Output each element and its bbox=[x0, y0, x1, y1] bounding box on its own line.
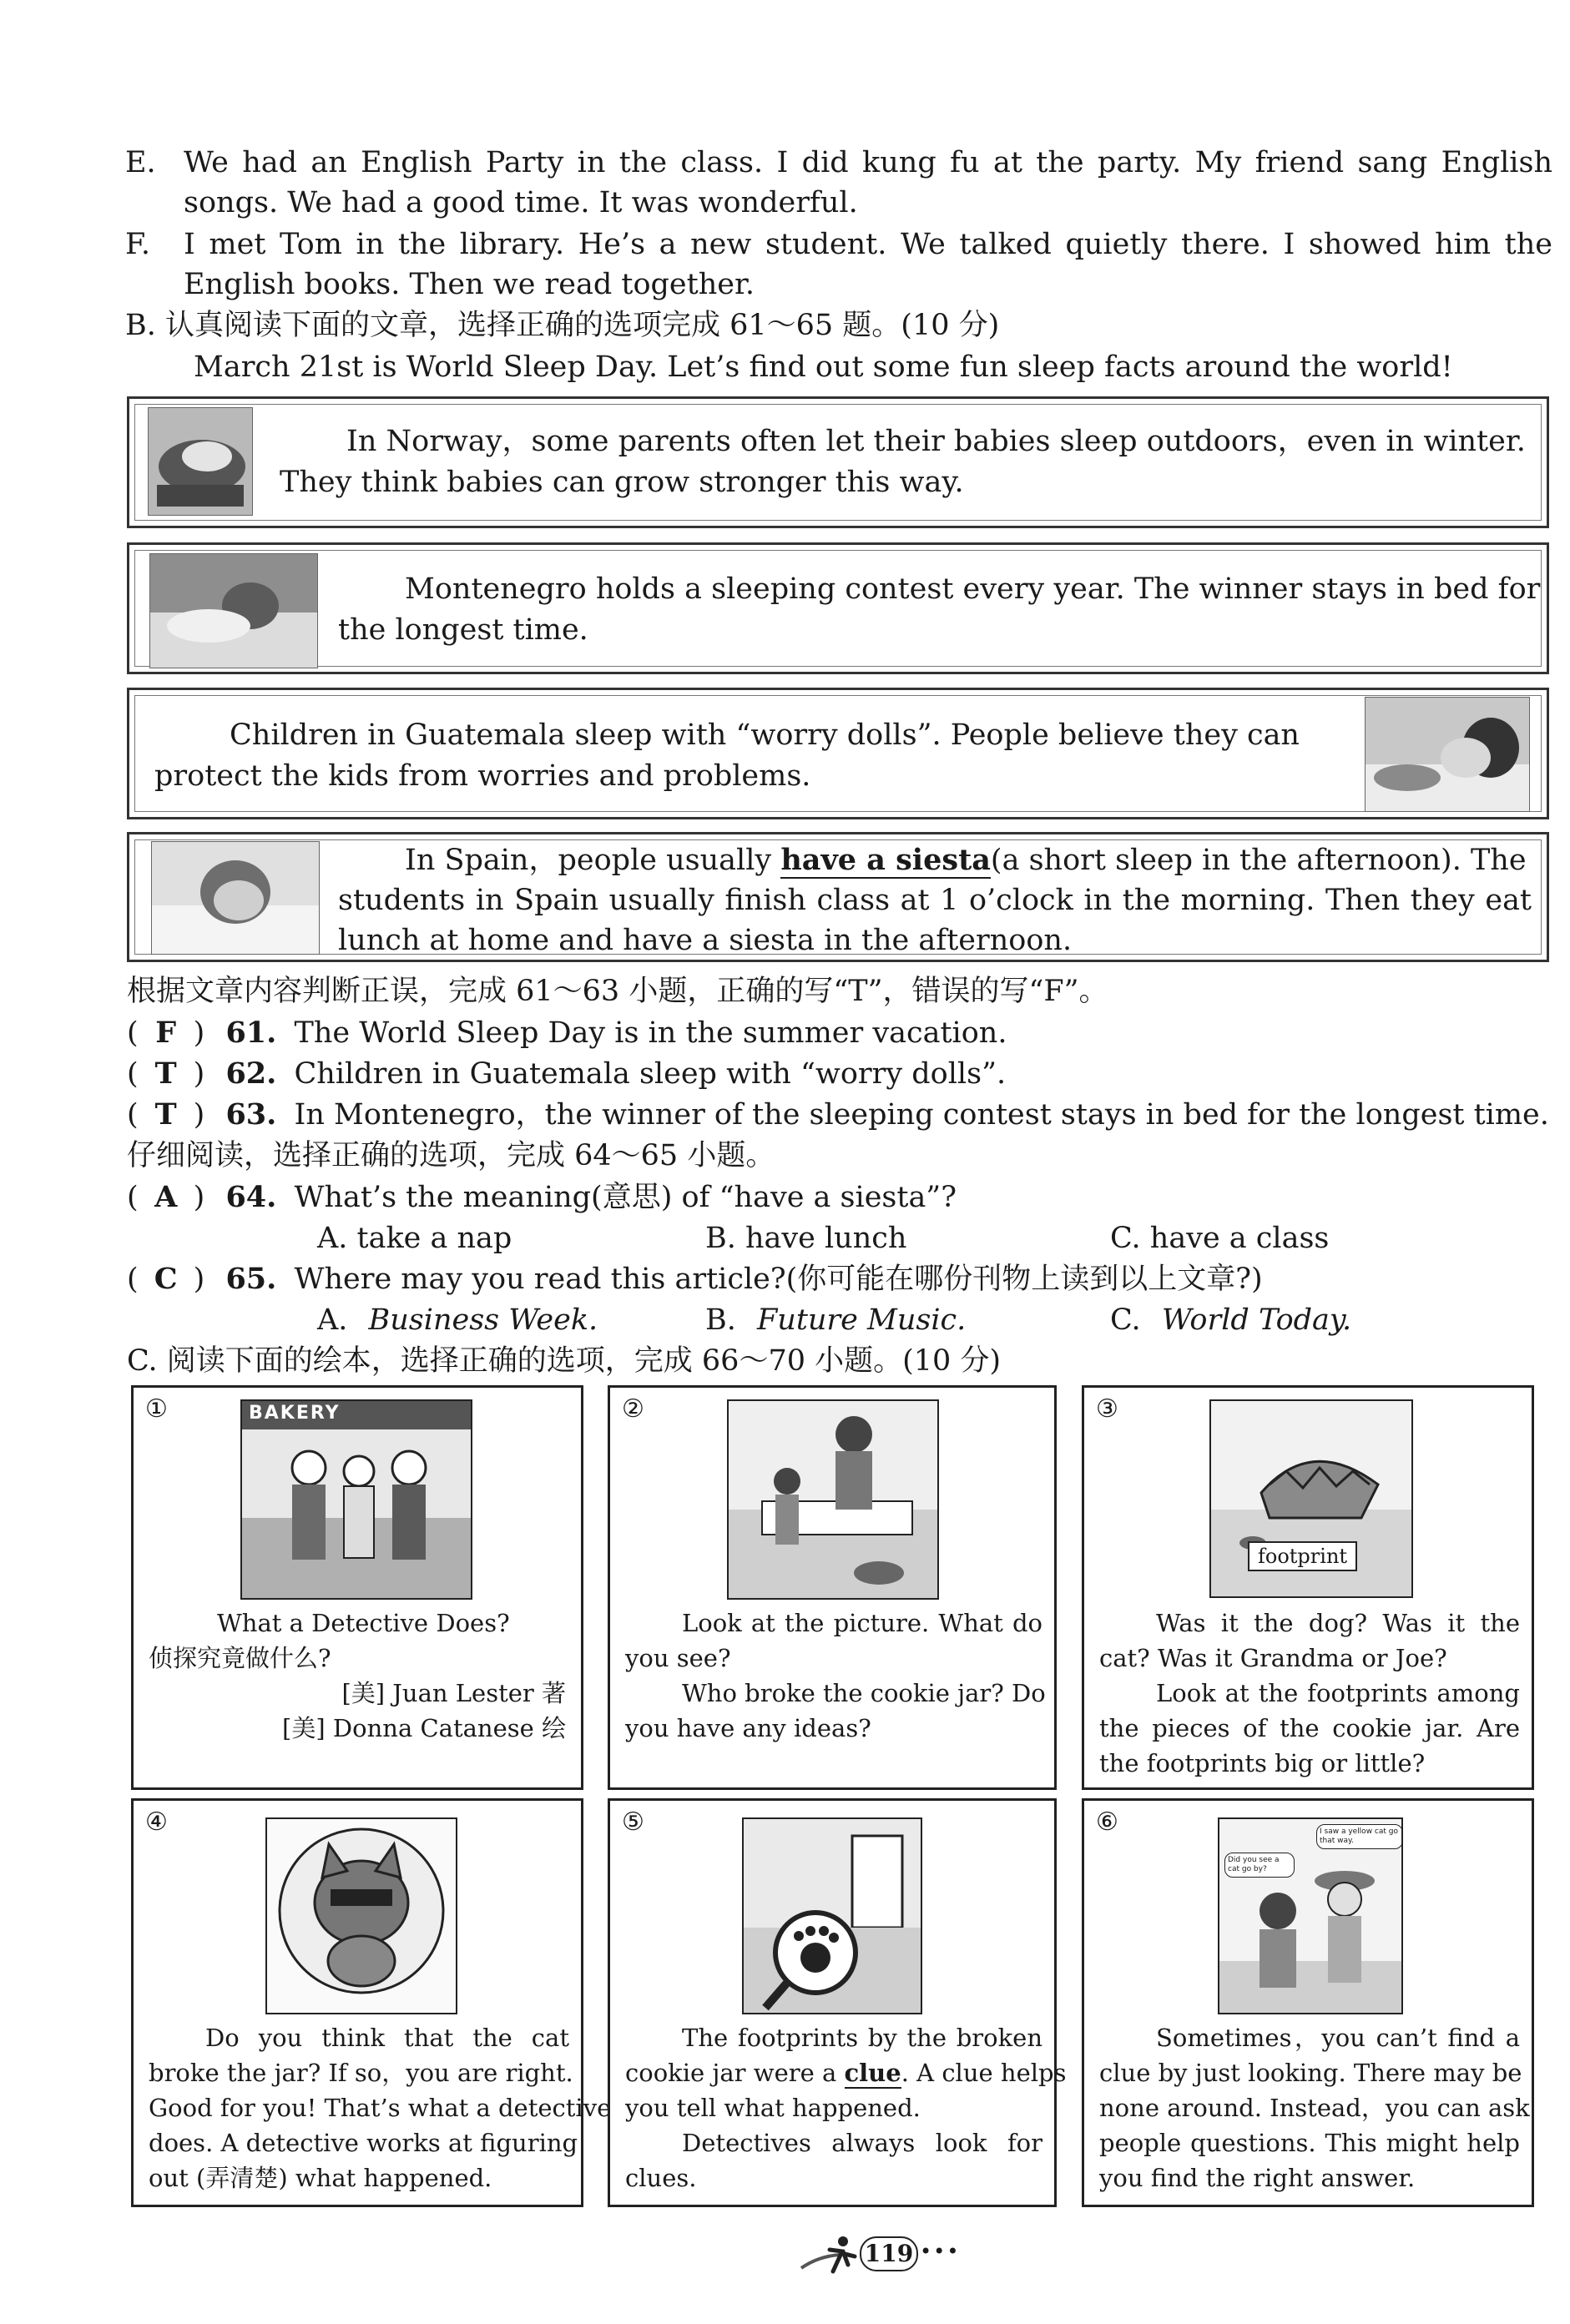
panel-1-number: ① bbox=[145, 1394, 168, 1424]
illustration-broken-jar bbox=[1209, 1399, 1413, 1598]
illustration-kitchen-family bbox=[727, 1399, 939, 1600]
question-61-number: 61. bbox=[225, 1016, 277, 1050]
illustration-magnifier-footprint bbox=[742, 1817, 922, 2014]
q65-option-c-label: C. bbox=[1110, 1303, 1141, 1337]
panel-5-line2-end: . A clue helps bbox=[901, 2059, 1067, 2087]
panel-6-number: ⑥ bbox=[1096, 1807, 1118, 1837]
speech-bubble-boy: Did you see a cat go by? bbox=[1224, 1853, 1295, 1878]
panel-6-line3: none around. Instead，you can ask bbox=[1099, 2094, 1530, 2122]
answer-paren-open: ( bbox=[127, 1098, 139, 1132]
panel-3-number: ③ bbox=[1096, 1394, 1118, 1424]
fact-box-guatemala bbox=[127, 688, 1549, 819]
fact-spain-line3: lunch at home and have a siesta in the afternoon. bbox=[338, 924, 1073, 957]
fact-spain-line1-end: (a short sleep in the afternoon). The bbox=[990, 844, 1527, 877]
panel-2-line4: you have any ideas? bbox=[625, 1714, 871, 1742]
fact-box-spain bbox=[127, 832, 1549, 962]
q65-option-a bbox=[317, 1299, 598, 1341]
panel-2-line2: you see? bbox=[625, 1644, 731, 1672]
answer-64: A bbox=[154, 1180, 178, 1214]
fact-spain-line1 bbox=[405, 839, 1527, 881]
panel-6-line1: Sometimes，you can’t find a bbox=[1156, 2024, 1520, 2052]
panel-1-author: [美] Juan Lester 著 bbox=[341, 1679, 566, 1707]
illustration-bakery-detectives bbox=[240, 1399, 472, 1600]
question-65-number: 65. bbox=[225, 1262, 277, 1296]
panel-4-line1: Do you think that the cat bbox=[205, 2024, 569, 2052]
photo-sleeping-man bbox=[149, 553, 318, 668]
panel-3-line4: the pieces of the cookie jar. Are bbox=[1099, 1714, 1520, 1742]
comic-panel-3 bbox=[1082, 1385, 1534, 1790]
question-61-text: The World Sleep Day is in the summer vacation. bbox=[294, 1016, 1007, 1050]
panel-5-line2 bbox=[625, 2056, 1066, 2090]
comic-panel-6 bbox=[1082, 1798, 1534, 2207]
tf-instruction: 根据文章内容判断正误，完成 61～63 小题，正确的写“T”，错误的写“F”。 bbox=[127, 975, 1108, 1008]
q65-option-c-text: World Today. bbox=[1161, 1303, 1352, 1337]
section-b-heading: B. 认真阅读下面的文章，选择正确的选项完成 61～65 题。(10 分) bbox=[125, 309, 1000, 342]
panel-2-line1: Look at the picture. What do bbox=[682, 1609, 1042, 1637]
question-64-text: What’s the meaning(意思) of “have a siesta”? bbox=[294, 1181, 957, 1214]
question-62 bbox=[127, 1053, 1006, 1095]
fact-spain-line1-start: In Spain，people usually bbox=[405, 844, 781, 877]
panel-5-line2-start: cookie jar were a bbox=[625, 2059, 845, 2087]
panel-5-line1: The footprints by the broken bbox=[682, 2024, 1042, 2052]
illustration-cat bbox=[265, 1817, 457, 2014]
panel-3-line3: Look at the footprints among bbox=[1156, 1679, 1520, 1707]
panel-6-line5: you find the right answer. bbox=[1099, 2164, 1416, 2192]
section-b-intro: March 21st is World Sleep Day. Let’s find out some fun sleep facts around the world! bbox=[194, 350, 1453, 384]
q65-option-b-label: B. bbox=[705, 1303, 736, 1337]
answer-63: T bbox=[154, 1097, 177, 1132]
panel-4-line2: broke the jar? If so，you are right. bbox=[149, 2059, 573, 2087]
question-64-number: 64. bbox=[225, 1180, 277, 1214]
question-62-number: 62. bbox=[225, 1056, 277, 1091]
option-e-line1: We had an English Party in the class. I did kung fu at the party. My friend sang English bbox=[184, 146, 1552, 179]
panel-5-line5: clues. bbox=[625, 2164, 697, 2192]
fact-montenegro-line2: the longest time. bbox=[338, 613, 588, 647]
section-c-heading: C. 阅读下面的绘本，选择正确的选项，完成 66～70 小题。(10 分) bbox=[127, 1344, 1002, 1378]
panel-4-line5: out (弄清楚) what happened. bbox=[149, 2164, 492, 2192]
answer-paren-close: ) bbox=[193, 1181, 205, 1214]
answer-paren-close: ) bbox=[193, 1016, 205, 1050]
q65-option-a-text: Business Week. bbox=[368, 1303, 598, 1337]
panel-5-clue-word: clue bbox=[844, 2059, 901, 2087]
question-65-text: Where may you read this article?(你可能在哪份刊物上读到以上文章?) bbox=[294, 1263, 1263, 1296]
speech-bubble-woman: I saw a yellow cat go that way. bbox=[1316, 1824, 1403, 1849]
question-61 bbox=[127, 1012, 1007, 1054]
running-figure-icon bbox=[793, 2231, 860, 2281]
answer-paren-open: ( bbox=[127, 1181, 139, 1214]
option-e-label: E. bbox=[125, 146, 156, 179]
panel-4-number: ④ bbox=[145, 1807, 168, 1837]
photo-sleeping-girl bbox=[1365, 697, 1530, 812]
q64-option-b: B. have lunch bbox=[705, 1222, 907, 1255]
fact-norway-line2: They think babies can grow stronger this way. bbox=[280, 466, 964, 499]
page-footer bbox=[793, 2228, 993, 2286]
q65-option-a-label: A. bbox=[317, 1303, 348, 1337]
panel-5-line3: you tell what happened. bbox=[625, 2094, 921, 2122]
fact-spain-keyword: have a siesta bbox=[780, 843, 991, 877]
comic-panel-2 bbox=[608, 1385, 1057, 1790]
answer-paren-open: ( bbox=[127, 1016, 139, 1050]
page-number: 119 bbox=[860, 2236, 918, 2271]
panel-3-line5: the footprints big or little? bbox=[1099, 1749, 1426, 1777]
fact-guatemala-line2: protect the kids from worries and problems. bbox=[154, 759, 811, 793]
fact-box-montenegro bbox=[127, 542, 1549, 674]
footprint-tag: footprint bbox=[1248, 1541, 1357, 1571]
comic-panel-5 bbox=[608, 1798, 1067, 2207]
illustration-asking-questions bbox=[1218, 1817, 1403, 2014]
panel-4-line4: does. A detective works at figuring bbox=[149, 2129, 578, 2157]
fact-box-norway bbox=[127, 396, 1549, 528]
answer-paren-open: ( bbox=[127, 1263, 139, 1296]
answer-paren-close: ) bbox=[193, 1057, 205, 1091]
fact-montenegro-line1: Montenegro holds a sleeping contest every year. The winner stays in bed for bbox=[405, 572, 1541, 606]
panel-1-illustrator: [美] Donna Catanese 绘 bbox=[282, 1714, 566, 1742]
panel-1-title: What a Detective Does? bbox=[217, 1609, 510, 1637]
panel-3-line2: cat? Was it Grandma or Joe? bbox=[1099, 1644, 1447, 1672]
comic-panel-1 bbox=[131, 1385, 583, 1790]
panel-2-number: ② bbox=[622, 1394, 644, 1424]
panel-5-number: ⑤ bbox=[622, 1807, 644, 1837]
option-f-line2: English books. Then we read together. bbox=[184, 268, 755, 301]
q65-option-b bbox=[705, 1299, 966, 1341]
comic-panel-4 bbox=[131, 1798, 612, 2207]
question-63-text: In Montenegro，the winner of the sleeping contest stays in bed for the longest time. bbox=[294, 1098, 1549, 1132]
option-e-line2: songs. We had a good time. It was wonderful. bbox=[184, 186, 858, 219]
answer-62: T bbox=[154, 1056, 177, 1091]
panel-1-title-cn: 侦探究竟做什么? bbox=[149, 1644, 331, 1672]
q65-option-c bbox=[1110, 1299, 1351, 1341]
fact-norway-line1: In Norway，some parents often let their babies sleep outdoors，even in winter. bbox=[346, 425, 1526, 458]
photo-baby-outdoors bbox=[148, 407, 253, 516]
q64-option-a: A. take a nap bbox=[317, 1222, 512, 1255]
answer-paren-close: ) bbox=[193, 1263, 205, 1296]
mc-instruction: 仔细阅读，选择正确的选项，完成 64～65 小题。 bbox=[127, 1139, 775, 1172]
answer-paren-close: ) bbox=[193, 1098, 205, 1132]
panel-3-line1: Was it the dog? Was it the bbox=[1156, 1609, 1520, 1637]
photo-napping-child bbox=[151, 841, 320, 955]
fact-guatemala-line1: Children in Guatemala sleep with “worry dolls”. People believe they can bbox=[230, 718, 1300, 752]
question-65 bbox=[127, 1258, 1263, 1300]
panel-6-line2: clue by just looking. There may be bbox=[1099, 2059, 1522, 2087]
q64-option-c: C. have a class bbox=[1110, 1222, 1330, 1255]
option-f-label: F. bbox=[125, 228, 150, 261]
answer-65: C bbox=[154, 1262, 178, 1296]
panel-5-line4: Detectives always look for bbox=[682, 2129, 1042, 2157]
question-62-text: Children in Guatemala sleep with “worry dolls”. bbox=[294, 1057, 1007, 1091]
answer-paren-open: ( bbox=[127, 1057, 139, 1091]
footer-dots: ••• bbox=[920, 2240, 961, 2263]
panel-2-line3: Who broke the cookie jar? Do bbox=[682, 1679, 1046, 1707]
fact-spain-line2: students in Spain usually finish class at 1 o’clock in the morning. Then they eat bbox=[338, 884, 1532, 917]
panel-4-line3: Good for you! That’s what a detective bbox=[149, 2094, 612, 2122]
panel-6-line4: people questions. This might help bbox=[1099, 2129, 1520, 2157]
answer-61: F bbox=[155, 1016, 177, 1050]
q65-option-b-text: Future Music. bbox=[757, 1303, 967, 1337]
question-63-number: 63. bbox=[225, 1097, 277, 1132]
question-63 bbox=[127, 1094, 1549, 1136]
question-64 bbox=[127, 1177, 957, 1218]
option-f-line1: I met Tom in the library. He’s a new student. We talked quietly there. I showed him the bbox=[184, 228, 1552, 261]
bakery-sign: BAKERY bbox=[249, 1403, 341, 1424]
